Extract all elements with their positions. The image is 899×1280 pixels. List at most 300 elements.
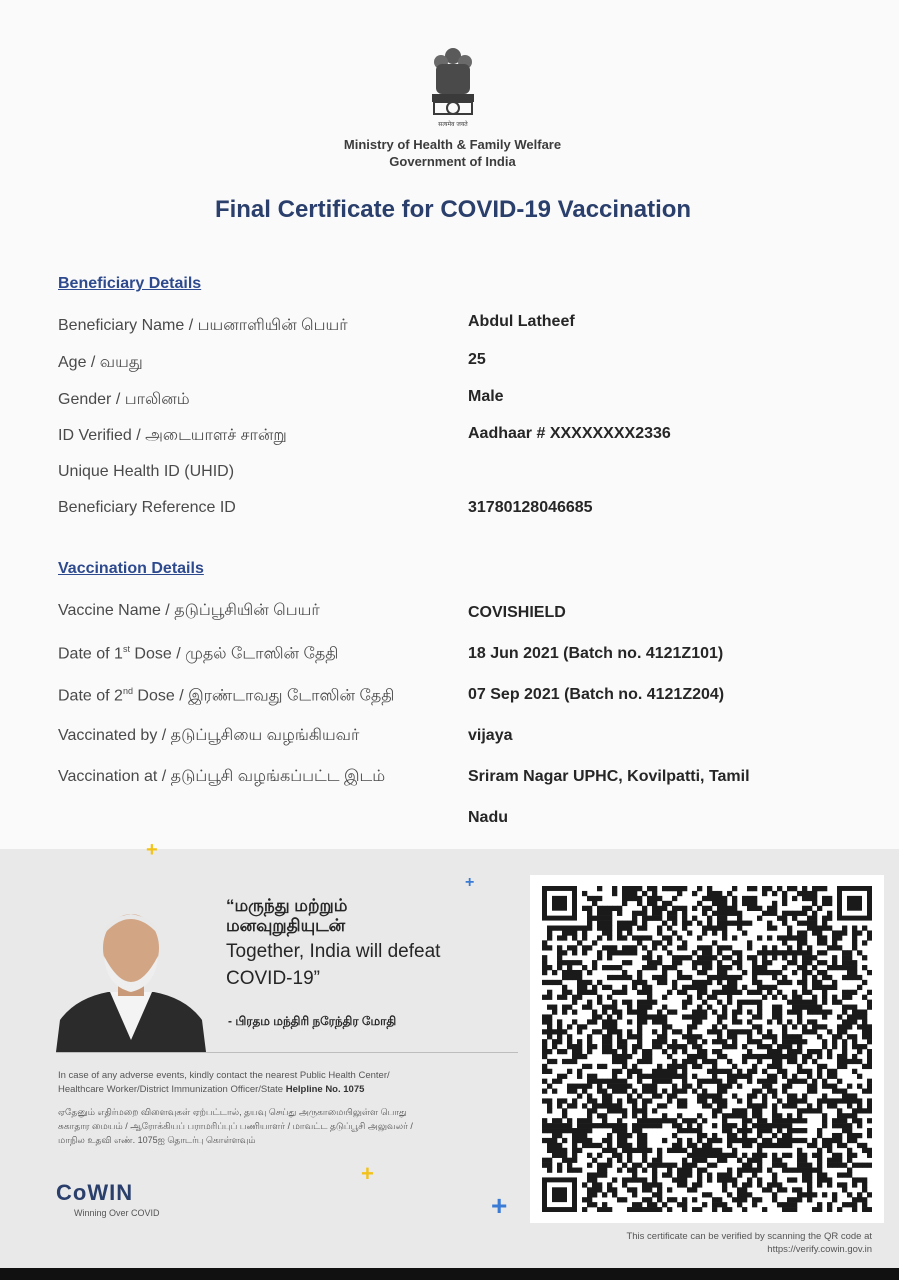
qr-module	[847, 1084, 852, 1089]
qr-module	[742, 1163, 747, 1168]
qr-module	[657, 1163, 662, 1168]
qr-module	[557, 1098, 562, 1103]
qr-module	[617, 950, 622, 955]
qr-module	[832, 1084, 837, 1089]
qr-module	[762, 891, 767, 896]
qr-module	[862, 1064, 867, 1069]
qr-module	[697, 1133, 702, 1138]
qr-module	[637, 1059, 642, 1064]
qr-module	[587, 1197, 592, 1202]
qr-module	[842, 1019, 847, 1024]
qr-module	[672, 930, 677, 935]
qr-module	[627, 1143, 632, 1148]
qr-module	[632, 1187, 637, 1192]
qr-module	[812, 1207, 817, 1212]
qr-module	[672, 1177, 677, 1182]
qr-module	[822, 1044, 827, 1049]
qr-module	[712, 975, 717, 980]
qr-module	[602, 1098, 607, 1103]
qr-module	[667, 1074, 672, 1079]
qr-module	[597, 1014, 602, 1019]
qr-module	[647, 1074, 652, 1079]
qr-module	[642, 980, 647, 985]
qr-module	[722, 926, 727, 931]
qr-module	[647, 1049, 652, 1054]
qr-module	[602, 921, 607, 926]
qr-module	[632, 1177, 637, 1182]
qr-module	[697, 1207, 702, 1212]
qr-module	[682, 1128, 687, 1133]
qr-module	[642, 955, 647, 960]
qr-module	[797, 1187, 802, 1192]
qr-module	[862, 1177, 867, 1182]
qr-module	[752, 960, 757, 965]
qr-module	[732, 1029, 737, 1034]
qr-module	[777, 1069, 782, 1074]
qr-module	[837, 1123, 842, 1128]
qr-module	[687, 1163, 692, 1168]
qr-module	[717, 1172, 722, 1177]
qr-module	[842, 1182, 847, 1187]
qr-module	[837, 1079, 842, 1084]
qr-module	[782, 911, 787, 916]
qr-module	[802, 1172, 807, 1177]
qr-module	[567, 1069, 572, 1074]
qr-module	[577, 1054, 582, 1059]
qr-module	[797, 1009, 802, 1014]
qr-module	[642, 1148, 647, 1153]
qr-module	[597, 955, 602, 960]
qr-module	[812, 1024, 817, 1029]
qr-module	[757, 1168, 762, 1173]
qr-module	[707, 906, 712, 911]
qr-module	[627, 891, 632, 896]
qr-module	[782, 1163, 787, 1168]
qr-module	[772, 1163, 777, 1168]
qr-module	[677, 1172, 682, 1177]
qr-module	[667, 1197, 672, 1202]
qr-module	[557, 1034, 562, 1039]
qr-module	[842, 1054, 847, 1059]
qr-module	[782, 916, 787, 921]
quote-en-line-1: Together, India will defeat	[226, 941, 441, 962]
qr-module	[847, 1153, 852, 1158]
qr-module	[667, 886, 672, 891]
qr-module	[682, 911, 687, 916]
qr-module	[817, 1177, 822, 1182]
qr-module	[847, 995, 852, 1000]
qr-module	[552, 1148, 557, 1153]
qr-finder	[552, 1187, 567, 1202]
qr-module	[647, 1197, 652, 1202]
qr-module	[767, 1187, 772, 1192]
qr-module	[567, 1084, 572, 1089]
qr-code[interactable]	[542, 886, 872, 1212]
qr-module	[607, 955, 612, 960]
qr-module	[567, 975, 572, 980]
qr-module	[802, 1153, 807, 1158]
qr-module	[682, 1084, 687, 1089]
qr-module	[642, 1138, 647, 1143]
qr-module	[837, 1098, 842, 1103]
qr-module	[792, 1187, 797, 1192]
qr-module	[692, 1009, 697, 1014]
qr-module	[852, 1138, 857, 1143]
qr-module	[697, 995, 702, 1000]
qr-module	[852, 1202, 857, 1207]
qr-module	[787, 911, 792, 916]
qr-module	[657, 1044, 662, 1049]
qr-module	[712, 1098, 717, 1103]
qr-module	[662, 1034, 667, 1039]
qr-module	[612, 1128, 617, 1133]
qr-module	[592, 1014, 597, 1019]
qr-module	[822, 896, 827, 901]
qr-module	[602, 1049, 607, 1054]
qr-module	[622, 1133, 627, 1138]
qr-module	[692, 950, 697, 955]
qr-module	[832, 1089, 837, 1094]
qr-module	[772, 1113, 777, 1118]
qr-module	[797, 1192, 802, 1197]
qr-module	[822, 1064, 827, 1069]
qr-module	[852, 1034, 857, 1039]
qr-module	[702, 1153, 707, 1158]
qr-module	[607, 1182, 612, 1187]
qr-module	[587, 1128, 592, 1133]
qr-module	[822, 1113, 827, 1118]
qr-module	[692, 1044, 697, 1049]
qr-module	[862, 1009, 867, 1014]
qr-module	[697, 1005, 702, 1010]
qr-module	[557, 1163, 562, 1168]
qr-module	[817, 1148, 822, 1153]
qr-module	[812, 995, 817, 1000]
qr-module	[807, 1074, 812, 1079]
qr-module	[757, 965, 762, 970]
qr-module	[552, 970, 557, 975]
qr-module	[727, 911, 732, 916]
qr-module	[642, 1005, 647, 1010]
qr-module	[672, 1009, 677, 1014]
qr-module	[672, 980, 677, 985]
qr-module	[682, 1049, 687, 1054]
qr-module	[752, 886, 757, 891]
qr-module	[667, 950, 672, 955]
qr-module	[792, 1093, 797, 1098]
qr-module	[622, 1089, 627, 1094]
qr-module	[722, 1039, 727, 1044]
qr-module	[787, 1034, 792, 1039]
qr-module	[672, 1197, 677, 1202]
qr-module	[562, 926, 567, 931]
qr-module	[802, 891, 807, 896]
qr-module	[592, 1019, 597, 1024]
qr-module	[602, 1039, 607, 1044]
qr-module	[547, 1098, 552, 1103]
qr-module	[587, 926, 592, 931]
qr-module	[662, 1049, 667, 1054]
qr-module	[702, 1148, 707, 1153]
qr-module	[607, 911, 612, 916]
qr-module	[762, 985, 767, 990]
qr-module	[802, 1138, 807, 1143]
qr-module	[667, 990, 672, 995]
qr-module	[632, 1128, 637, 1133]
qr-module	[647, 916, 652, 921]
qr-module	[782, 1143, 787, 1148]
qr-module	[712, 1093, 717, 1098]
qr-module	[617, 1123, 622, 1128]
qr-module	[652, 901, 657, 906]
qr-module	[827, 1049, 832, 1054]
qr-module	[577, 1074, 582, 1079]
qr-module	[612, 1123, 617, 1128]
qr-module	[792, 896, 797, 901]
qr-module	[642, 1049, 647, 1054]
qr-module	[862, 926, 867, 931]
qr-module	[657, 1153, 662, 1158]
qr-module	[772, 1192, 777, 1197]
qr-module	[782, 935, 787, 940]
qr-module	[602, 1103, 607, 1108]
qr-module	[717, 926, 722, 931]
qr-module	[697, 1177, 702, 1182]
qr-module	[847, 960, 852, 965]
qr-module	[597, 1143, 602, 1148]
qr-module	[647, 1123, 652, 1128]
qr-module	[662, 901, 667, 906]
qr-module	[857, 1108, 862, 1113]
qr-module	[752, 1093, 757, 1098]
qr-module	[707, 1177, 712, 1182]
qr-module	[637, 970, 642, 975]
cowin-tagline: Winning Over COVID	[74, 1208, 160, 1218]
qr-module	[677, 1128, 682, 1133]
qr-module	[787, 1049, 792, 1054]
qr-module	[762, 995, 767, 1000]
qr-module	[852, 1044, 857, 1049]
qr-module	[792, 1009, 797, 1014]
qr-module	[812, 930, 817, 935]
qr-module	[737, 1005, 742, 1010]
qr-module	[762, 1044, 767, 1049]
qr-module	[757, 970, 762, 975]
qr-module	[712, 1108, 717, 1113]
qr-module	[602, 926, 607, 931]
qr-module	[712, 995, 717, 1000]
dose2-label-sup: nd	[122, 686, 133, 696]
qr-module	[577, 985, 582, 990]
qr-module	[802, 1168, 807, 1173]
qr-finder	[552, 896, 567, 911]
qr-module	[802, 906, 807, 911]
qr-module	[677, 990, 682, 995]
qr-module	[587, 921, 592, 926]
qr-module	[572, 1103, 577, 1108]
qr-module	[837, 1153, 842, 1158]
qr-module	[677, 1029, 682, 1034]
qr-module	[742, 1197, 747, 1202]
qr-module	[557, 1168, 562, 1173]
qr-module	[667, 1093, 672, 1098]
qr-module	[592, 916, 597, 921]
qr-module	[707, 1005, 712, 1010]
qr-module	[652, 940, 657, 945]
qr-module	[612, 1084, 617, 1089]
qr-module	[817, 950, 822, 955]
qr-module	[827, 1158, 832, 1163]
qr-module	[737, 955, 742, 960]
qr-module	[742, 896, 747, 901]
qr-module	[572, 926, 577, 931]
qr-module	[597, 1089, 602, 1094]
qr-module	[542, 1163, 547, 1168]
qr-module	[647, 1000, 652, 1005]
qr-module	[627, 1009, 632, 1014]
qr-module	[867, 1039, 872, 1044]
qr-module	[802, 980, 807, 985]
qr-module	[657, 960, 662, 965]
qr-module	[582, 945, 587, 950]
qr-module	[572, 975, 577, 980]
qr-module	[797, 935, 802, 940]
qr-module	[542, 1079, 547, 1084]
qr-module	[842, 1143, 847, 1148]
qr-module	[637, 990, 642, 995]
qr-module	[587, 1123, 592, 1128]
qr-module	[842, 1098, 847, 1103]
reference-id-value: 31780128046685	[468, 499, 593, 516]
qr-module	[667, 1148, 672, 1153]
qr-module	[712, 1049, 717, 1054]
qr-module	[807, 1187, 812, 1192]
qr-module	[817, 1005, 822, 1010]
qr-module	[867, 1098, 872, 1103]
beneficiary-heading: Beneficiary Details	[58, 275, 202, 292]
qr-module	[762, 1187, 767, 1192]
qr-module	[607, 1098, 612, 1103]
qr-module	[722, 945, 727, 950]
qr-module	[642, 1014, 647, 1019]
qr-module	[697, 1138, 702, 1143]
adverse-ta-line-2: சுகாதார மையம் / ஆரோக்கியப் பராமரிப்புப் பணியாளர் / மாவட்ட தடுப்பூசி அலுவலர் /	[58, 1121, 413, 1131]
qr-module	[807, 1069, 812, 1074]
qr-module	[597, 926, 602, 931]
qr-module	[642, 1019, 647, 1024]
qr-module	[847, 990, 852, 995]
plus-icon: +	[465, 874, 475, 891]
qr-module	[737, 1069, 742, 1074]
qr-module	[772, 1197, 777, 1202]
qr-module	[782, 901, 787, 906]
qr-module	[592, 1182, 597, 1187]
qr-module	[607, 1024, 612, 1029]
qr-module	[547, 965, 552, 970]
qr-module	[772, 1009, 777, 1014]
qr-module	[607, 1034, 612, 1039]
qr-module	[792, 1202, 797, 1207]
qr-module	[592, 1074, 597, 1079]
qr-module	[557, 995, 562, 1000]
qr-module	[677, 1044, 682, 1049]
qr-module	[712, 1123, 717, 1128]
qr-module	[752, 896, 757, 901]
qr-module	[802, 930, 807, 935]
qr-module	[722, 1024, 727, 1029]
qr-module	[617, 1079, 622, 1084]
qr-module	[797, 1153, 802, 1158]
qr-module	[542, 1054, 547, 1059]
qr-module	[547, 1123, 552, 1128]
qr-module	[727, 995, 732, 1000]
qr-module	[822, 960, 827, 965]
qr-module	[562, 1049, 567, 1054]
certificate-title: Final Certificate for COVID-19 Vaccination	[214, 196, 692, 223]
qr-module	[582, 1197, 587, 1202]
qr-module	[642, 1089, 647, 1094]
qr-module	[807, 1084, 812, 1089]
qr-module	[717, 1148, 722, 1153]
qr-module	[782, 1138, 787, 1143]
qr-module	[787, 1079, 792, 1084]
qr-module	[802, 975, 807, 980]
qr-module	[602, 1123, 607, 1128]
qr-module	[767, 1138, 772, 1143]
qr-module	[807, 1197, 812, 1202]
qr-module	[667, 935, 672, 940]
qr-module	[557, 945, 562, 950]
qr-module	[707, 1069, 712, 1074]
qr-module	[622, 901, 627, 906]
qr-module	[812, 1143, 817, 1148]
qr-module	[637, 1034, 642, 1039]
qr-module	[792, 1005, 797, 1010]
qr-module	[542, 1089, 547, 1094]
qr-module	[757, 1148, 762, 1153]
qr-module	[862, 1148, 867, 1153]
qr-module	[687, 1029, 692, 1034]
qr-module	[772, 1064, 777, 1069]
qr-module	[607, 1138, 612, 1143]
qr-module	[782, 1029, 787, 1034]
qr-module	[862, 965, 867, 970]
qr-module	[647, 1187, 652, 1192]
qr-module	[757, 1103, 762, 1108]
qr-module	[797, 1005, 802, 1010]
qr-module	[692, 1019, 697, 1024]
qr-module	[637, 926, 642, 931]
qr-module	[727, 1059, 732, 1064]
qr-module	[607, 1148, 612, 1153]
qr-module	[602, 916, 607, 921]
qr-module	[782, 1039, 787, 1044]
qr-module	[812, 1029, 817, 1034]
qr-module	[772, 1054, 777, 1059]
qr-module	[602, 1024, 607, 1029]
qr-module	[857, 1098, 862, 1103]
qr-module	[667, 1168, 672, 1173]
qr-module	[867, 1084, 872, 1089]
qr-module	[747, 921, 752, 926]
qr-module	[642, 1098, 647, 1103]
quote-en-line-2: COVID-19”	[226, 968, 320, 989]
qr-module	[682, 945, 687, 950]
qr-module	[712, 1133, 717, 1138]
qr-module	[827, 1148, 832, 1153]
qr-module	[687, 1143, 692, 1148]
qr-module	[672, 1163, 677, 1168]
